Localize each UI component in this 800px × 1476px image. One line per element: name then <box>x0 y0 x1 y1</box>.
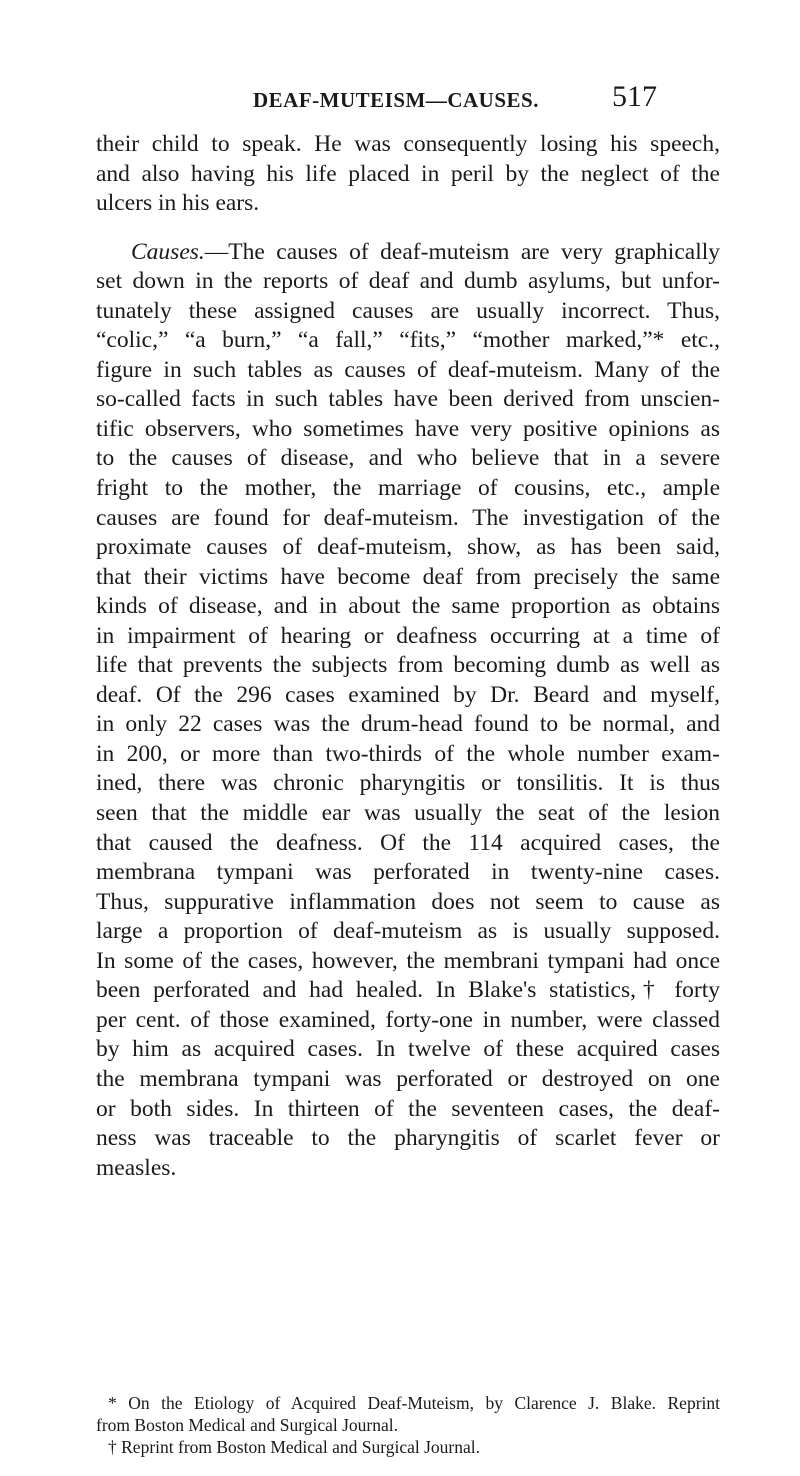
text-line: figure in such tables as causes of deaf-muteism. Many of the <box>96 356 720 383</box>
text-line: causes are found for deaf-muteism. The investigation of the <box>96 504 720 531</box>
running-title: DEAF-MUTEISM—CAUSES. <box>253 88 539 112</box>
text-line: kinds of disease, and in about the same proportion as obtains <box>96 593 720 620</box>
text-line: deaf. Of the 296 cases examined by Dr. Beard and myself, <box>96 681 720 708</box>
text-line: Thus, suppurative inflammation does not seem to cause as <box>96 888 720 915</box>
text-line: membrana tympani was perforated in twenty-nine cases. <box>96 859 720 886</box>
text-line: set down in the reports of deaf and dumb asylums, but unfor- <box>96 268 720 295</box>
paragraph-causes <box>96 238 720 1184</box>
text-line: life that prevents the subjects from becoming dumb as well as <box>96 652 720 679</box>
text-line <box>96 238 720 268</box>
text-line: “colic,” “a burn,” “a fall,” “fits,” “mother marked,”* etc., <box>96 327 720 354</box>
text-line: and also having his life placed in peril by the neglect of the <box>96 160 720 187</box>
body-text <box>96 130 720 1183</box>
text-line: In some of the cases, however, the membrani tympani had once <box>96 947 720 974</box>
text-line: or both sides. In thirteen of the seventeen cases, the deaf- <box>96 1095 720 1122</box>
text-line: per cent. of those examined, forty-one in number, were classed <box>96 1006 720 1033</box>
paragraph-continuation <box>96 130 720 219</box>
text-line: by him as acquired cases. In twelve of these acquired cases <box>96 1036 720 1063</box>
text-line: measles. <box>96 1154 177 1181</box>
text-line: that caused the deafness. Of the 114 acquired cases, the <box>96 829 720 856</box>
text-line: their child to speak. He was consequently losing his speech, <box>96 131 720 157</box>
text-line: tific observers, who sometimes have very positive opinions as <box>96 415 720 442</box>
text-line: seen that the middle ear was usually the seat of the lesion <box>96 800 720 827</box>
text-line: the membrana tympani was perforated or destroyed on one <box>96 1065 720 1092</box>
footnotes <box>96 1392 720 1458</box>
text-line: proximate causes of deaf-muteism, show, as has been said, <box>96 534 720 561</box>
footnote-1-continued: from Boston Medical and Surgical Journal. <box>96 1415 398 1435</box>
running-head <box>253 78 657 114</box>
text-line: in only 22 cases was the drum-head found to be normal, and <box>96 711 720 738</box>
text-line: ined, there was chronic pharyngitis or tonsilitis. It is thus <box>96 770 720 797</box>
footnote-1: * On the Etiology of Acquired Deaf-Muteism, by Clarence J. Blake. Reprint <box>108 1393 720 1413</box>
text-line: in 200, or more than two-thirds of the whole number exam- <box>96 740 720 767</box>
text-line: ness was traceable to the pharyngitis of scarlet fever or <box>96 1125 720 1152</box>
text-fragment: —The causes of deaf-muteism are very graphically <box>204 238 720 265</box>
text-line: been perforated and had healed. In Blake's statistics,† forty <box>96 977 720 1004</box>
page-number: 517 <box>612 80 657 113</box>
text-line: fright to the mother, the marriage of cousins, etc., ample <box>96 475 720 502</box>
text-line: ulcers in his ears. <box>96 190 260 217</box>
footnote-2: † Reprint from Boston Medical and Surgical Journal. <box>108 1437 480 1457</box>
text-line: so-called facts in such tables have been derived from unscien- <box>96 386 720 413</box>
text-line: large a proportion of deaf-muteism as is usually supposed. <box>96 918 720 945</box>
text-line: that their victims have become deaf from precisely the same <box>96 563 720 590</box>
section-heading: Causes. <box>131 238 205 265</box>
text-line: tunately these assigned causes are usually incorrect. Thus, <box>96 297 720 324</box>
text-line: to the causes of disease, and who believe that in a severe <box>96 445 720 472</box>
text-line: in impairment of hearing or deafness occurring at a time of <box>96 622 720 649</box>
